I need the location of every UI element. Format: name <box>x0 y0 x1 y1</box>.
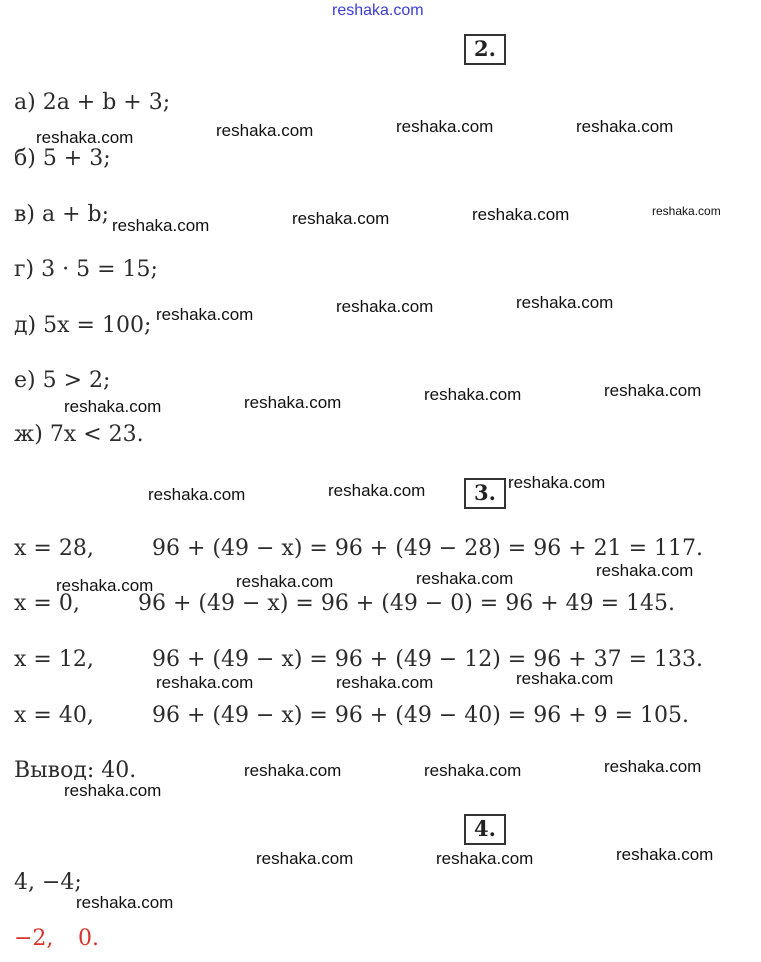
watermark: reshaka.com <box>424 385 522 404</box>
watermark: reshaka.com <box>508 473 606 492</box>
row-x-28-label: x = 28, <box>14 536 94 561</box>
watermark: reshaka.com <box>652 204 721 218</box>
watermark: reshaka.com <box>336 673 434 692</box>
watermark: reshaka.com <box>516 669 614 688</box>
row-x-40-expr: 96 + (49 − x) = 96 + (49 − 40) = 96 + 9 = 105. <box>152 703 690 728</box>
watermark: reshaka.com <box>516 293 614 312</box>
watermark: reshaka.com <box>576 117 674 136</box>
watermark: reshaka.com <box>604 757 702 776</box>
row-x-12-label: x = 12, <box>14 647 94 672</box>
item-e: е) 5 > 2; <box>14 368 111 393</box>
watermark: reshaka.com <box>292 209 390 228</box>
row-x-0-label: x = 0, <box>14 591 80 616</box>
watermark: reshaka.com <box>64 781 162 800</box>
item-d: д) 5x = 100; <box>14 313 152 338</box>
item-v: в) a + b; <box>14 202 109 227</box>
watermark: reshaka.com <box>256 849 354 868</box>
watermark: reshaka.com <box>156 673 254 692</box>
site-header-link[interactable]: reshaka.com <box>332 2 424 19</box>
section-2-number: 2. <box>464 34 506 65</box>
watermark: reshaka.com <box>236 572 334 591</box>
watermark: reshaka.com <box>396 117 494 136</box>
watermark: reshaka.com <box>216 121 314 140</box>
answer-line-2-a: −2, <box>14 926 54 951</box>
answer-line-2-b: 0. <box>78 926 99 951</box>
row-x-0-expr: 96 + (49 − x) = 96 + (49 − 0) = 96 + 49 = 145. <box>138 591 676 616</box>
watermark: reshaka.com <box>148 485 246 504</box>
watermark: reshaka.com <box>156 305 254 324</box>
watermark: reshaka.com <box>64 397 162 416</box>
watermark: reshaka.com <box>616 845 714 864</box>
watermark: reshaka.com <box>604 381 702 400</box>
section-3-number: 3. <box>464 478 506 509</box>
watermark: reshaka.com <box>36 128 134 147</box>
watermark: reshaka.com <box>112 216 210 235</box>
row-x-40-label: x = 40, <box>14 703 94 728</box>
answer-line-1: 4, −4; <box>14 870 82 895</box>
watermark: reshaka.com <box>472 205 570 224</box>
item-g: г) 3 · 5 = 15; <box>14 257 158 282</box>
watermark: reshaka.com <box>424 761 522 780</box>
watermark: reshaka.com <box>436 849 534 868</box>
item-a: а) 2a + b + 3; <box>14 90 171 115</box>
watermark: reshaka.com <box>596 561 694 580</box>
item-b: б) 5 + 3; <box>14 146 111 171</box>
watermark: reshaka.com <box>328 481 426 500</box>
conclusion: Вывод: 40. <box>14 758 137 783</box>
watermark: reshaka.com <box>244 761 342 780</box>
watermark: reshaka.com <box>56 576 154 595</box>
row-x-28-expr: 96 + (49 − x) = 96 + (49 − 28) = 96 + 21 = 117. <box>152 536 704 561</box>
watermark: reshaka.com <box>416 569 514 588</box>
item-zh: ж) 7x < 23. <box>14 422 144 447</box>
row-x-12-expr: 96 + (49 − x) = 96 + (49 − 12) = 96 + 37 = 133. <box>152 647 704 672</box>
watermark: reshaka.com <box>76 893 174 912</box>
watermark: reshaka.com <box>244 393 342 412</box>
section-4-number: 4. <box>464 814 506 845</box>
watermark: reshaka.com <box>336 297 434 316</box>
